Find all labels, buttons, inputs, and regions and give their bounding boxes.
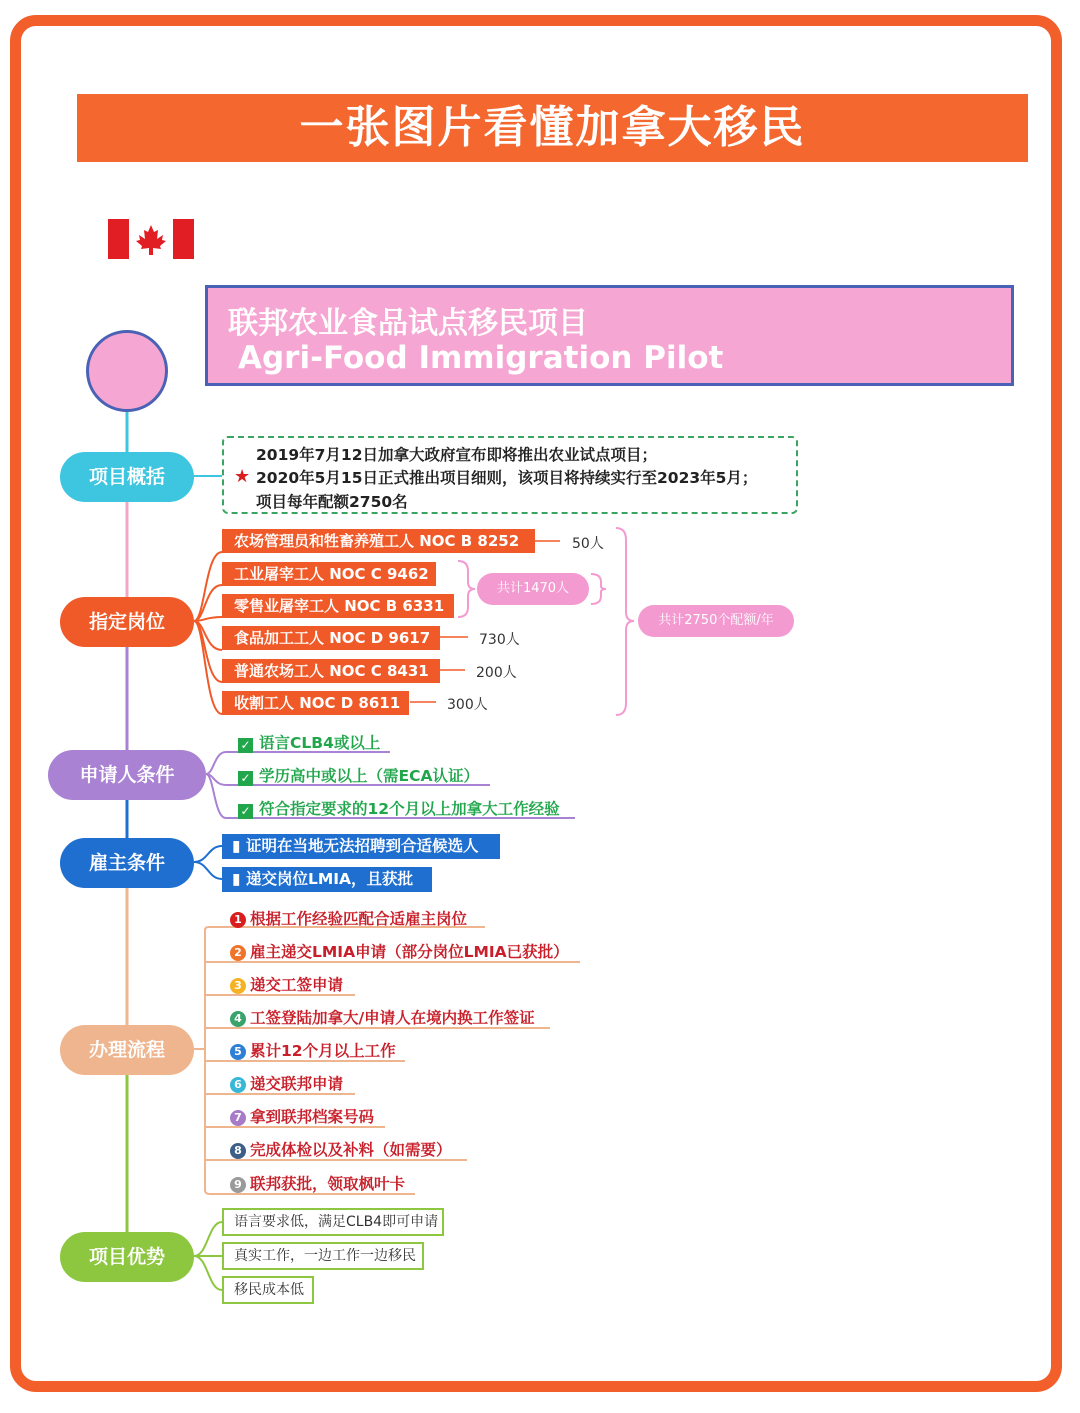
node-overview: 项目概括 xyxy=(60,452,194,502)
occupation-item: 食品加工工人 NOC D 9617 xyxy=(222,626,440,650)
check-icon: ✓ xyxy=(238,738,253,753)
bar-chart-icon: ▮ xyxy=(232,870,246,888)
quota-label: 730人 xyxy=(479,632,520,648)
process-step: 4 工签登陆加拿大/申请人在境内换工作签证 xyxy=(230,1006,535,1028)
node-applicant-conditions: 申请人条件 xyxy=(48,750,206,800)
check-icon: ✓ xyxy=(238,804,253,819)
applicant-condition: ✓ 学历高中或以上（需ECA认证） xyxy=(238,764,479,786)
employer-condition: ▮ 证明在当地无法招聘到合适候选人 xyxy=(222,834,500,859)
process-step: 8 完成体检以及补料（如需要） xyxy=(230,1138,452,1160)
node-process: 办理流程 xyxy=(60,1025,194,1075)
butcher-total-badge: 共计1470人 xyxy=(477,573,589,605)
process-step: 2 雇主递交LMIA申请（部分岗位LMIA已获批） xyxy=(230,940,569,962)
step-number-icon: 4 xyxy=(230,1011,246,1027)
occupation-item: 农场管理员和牲畜养殖工人 NOC B 8252 xyxy=(222,529,535,553)
advantage-item: 移民成本低 xyxy=(222,1276,314,1304)
step-number-icon: 1 xyxy=(230,912,246,928)
occupation-item: 零售业屠宰工人 NOC B 6331 xyxy=(222,594,454,618)
overview-line: 2020年5月15日正式推出项目细则，该项目将持续实行至2023年5月； xyxy=(256,469,758,487)
step-number-icon: 7 xyxy=(230,1110,246,1126)
node-advantages: 项目优势 xyxy=(60,1232,194,1282)
process-step: 3 递交工签申请 xyxy=(230,973,343,995)
step-number-icon: 3 xyxy=(230,978,246,994)
occupation-item: 工业屠宰工人 NOC C 9462 xyxy=(222,562,436,586)
occupation-item: 普通农场工人 NOC C 8431 xyxy=(222,659,440,683)
process-step: 5 累计12个月以上工作 xyxy=(230,1039,396,1061)
advantage-item: 真实工作，一边工作一边移民 xyxy=(222,1242,424,1270)
occupation-item: 收割工人 NOC D 8611 xyxy=(222,691,409,715)
node-employer-conditions: 雇主条件 xyxy=(60,838,194,888)
page-title: 一张图片看懂加拿大移民 xyxy=(77,94,1028,162)
overview-box xyxy=(222,436,798,514)
grand-total-badge: 共计2750个配额/年 xyxy=(638,605,794,637)
quota-label: 300人 xyxy=(447,697,488,713)
quota-label: 50人 xyxy=(572,536,604,552)
star-icon: ★ xyxy=(234,466,251,487)
step-number-icon: 9 xyxy=(230,1177,246,1193)
process-step: 9 联邦获批，领取枫叶卡 xyxy=(230,1172,405,1194)
overview-line: 项目每年配额2750名 xyxy=(256,493,408,511)
step-number-icon: 2 xyxy=(230,945,246,961)
process-step: 7 拿到联邦档案号码 xyxy=(230,1105,374,1127)
quota-label: 200人 xyxy=(476,665,517,681)
check-icon: ✓ xyxy=(238,771,253,786)
root-node xyxy=(86,330,168,412)
step-number-icon: 8 xyxy=(230,1143,246,1159)
process-step: 1 根据工作经验匹配合适雇主岗位 xyxy=(230,907,467,929)
process-step: 6 递交联邦申请 xyxy=(230,1072,343,1094)
bar-chart-icon: ▮ xyxy=(232,837,246,855)
program-title-cn: 联邦农业食品试点移民项目 xyxy=(228,306,588,341)
employer-condition: ▮ 递交岗位LMIA，且获批 xyxy=(222,867,432,892)
applicant-condition: ✓ 语言CLB4或以上 xyxy=(238,731,380,753)
node-occupations: 指定岗位 xyxy=(60,597,194,647)
advantage-item: 语言要求低，满足CLB4即可申请 xyxy=(222,1208,444,1236)
overview-line: 2019年7月12日加拿大政府宣布即将推出农业试点项目； xyxy=(256,446,657,464)
step-number-icon: 6 xyxy=(230,1077,246,1093)
applicant-condition: ✓ 符合指定要求的12个月以上加拿大工作经验 xyxy=(238,797,560,819)
program-title-en: Agri-Food Immigration Pilot xyxy=(238,340,724,376)
step-number-icon: 5 xyxy=(230,1044,246,1060)
